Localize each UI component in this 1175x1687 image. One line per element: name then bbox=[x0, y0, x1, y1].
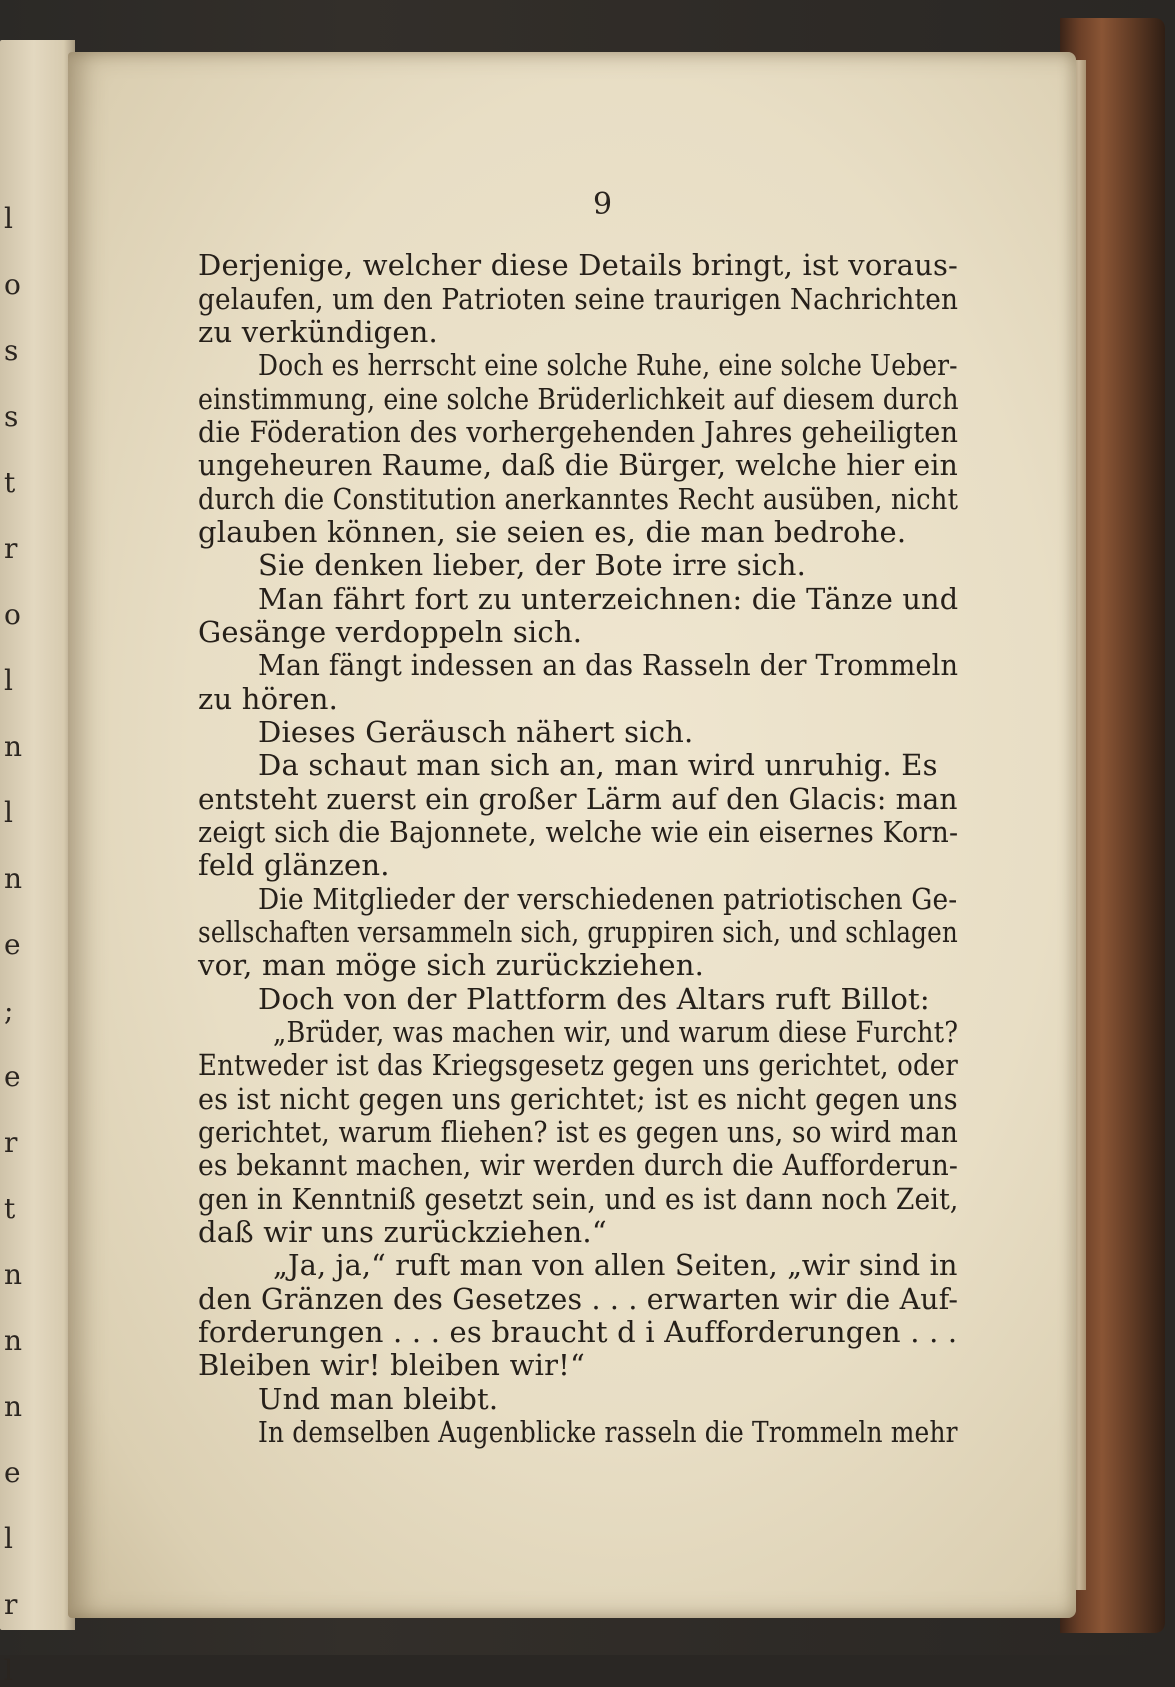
text-line: „Brüder, was machen wir, und warum diese Furcht? bbox=[273, 1015, 959, 1049]
text-line: gen in Kenntniß gesetzt sein, und es ist dann noch Zeit, bbox=[198, 1182, 959, 1216]
left-page-fragment: r bbox=[4, 1588, 18, 1621]
left-page-fragment: r bbox=[4, 1126, 18, 1159]
text-line: Doch von der Plattform des Altars ruft Billot: bbox=[258, 982, 930, 1016]
left-page-fragment: e bbox=[4, 928, 21, 961]
text-line: ungeheuren Raume, daß die Bürger, welche hier ein bbox=[198, 448, 959, 482]
left-page-fragment: l bbox=[4, 1522, 13, 1555]
left-page-fragment: o bbox=[4, 268, 21, 301]
text-line: einstimmung, eine solche Brüderlichkeit auf diesem durch bbox=[198, 382, 959, 416]
text-line: durch die Constitution anerkanntes Recht ausüben, nicht bbox=[198, 482, 959, 516]
text-line: vor, man möge sich zurückziehen. bbox=[198, 948, 704, 982]
text-line: Und man bleibt. bbox=[258, 1382, 499, 1416]
left-page-fragment: s bbox=[4, 334, 19, 367]
text-line: den Gränzen des Gesetzes . . . erwarten wir die Auf- bbox=[198, 1282, 959, 1316]
text-line: forderungen . . . es braucht d i Aufforderungen . . . bbox=[198, 1315, 958, 1349]
text-line: Die Mitglieder der verschiedenen patriotischen Ge- bbox=[258, 882, 958, 916]
left-page-fragment: o bbox=[4, 598, 21, 631]
text-line: Sie denken lieber, der Bote irre sich. bbox=[258, 548, 806, 582]
text-line: glauben können, sie seien es, die man bedrohe. bbox=[198, 515, 907, 549]
left-page-fragment: n bbox=[4, 1390, 23, 1423]
left-page-fragment: r bbox=[4, 532, 18, 565]
book-page bbox=[68, 52, 1076, 1618]
text-line: es bekannt machen, wir werden durch die Aufforderun- bbox=[198, 1148, 959, 1182]
text-line: zu hören. bbox=[198, 682, 339, 716]
text-line: zu verkündigen. bbox=[198, 315, 438, 349]
text-line: daß wir uns zurückziehen.“ bbox=[198, 1215, 607, 1249]
text-line: Entweder ist das Kriegsgesetz gegen uns gerichtet, oder bbox=[198, 1048, 958, 1082]
text-line: entsteht zuerst ein großer Lärm auf den Glacis: man bbox=[198, 782, 958, 816]
text-line: Bleiben wir! bleiben wir!“ bbox=[198, 1348, 586, 1382]
left-page-fragment: e bbox=[4, 1456, 21, 1489]
text-line: die Föderation des vorhergehenden Jahres geheiligten bbox=[198, 415, 959, 449]
left-page-fragment: t bbox=[4, 466, 16, 499]
left-page-fragment: n bbox=[4, 1324, 23, 1357]
text-line: Gesänge verdoppeln sich. bbox=[198, 615, 583, 649]
text-line: „Ja, ja,“ ruft man von allen Seiten, „wir sind in bbox=[273, 1248, 958, 1282]
text-line: Man fängt indessen an das Rasseln der Trommeln bbox=[258, 648, 959, 682]
text-line: zeigt sich die Bajonnete, welche wie ein eisernes Korn- bbox=[198, 815, 959, 849]
left-page-fragment: n bbox=[4, 730, 23, 763]
text-line: es ist nicht gegen uns gerichtet; ist es nicht gegen uns bbox=[198, 1082, 958, 1116]
text-line: feld glänzen. bbox=[198, 848, 390, 882]
page-number: 9 bbox=[593, 187, 613, 222]
left-facing-page bbox=[0, 40, 75, 1687]
text-line: sellschaften versammeln sich, gruppiren sich, und schlagen bbox=[198, 915, 958, 949]
left-page-fragment: n bbox=[4, 1258, 23, 1291]
left-page-fragment: l bbox=[4, 796, 13, 829]
left-page-fragment: e bbox=[4, 1060, 21, 1093]
text-line: Derjenige, welcher diese Details bringt, ist voraus- bbox=[198, 248, 959, 282]
left-page-fragment: n bbox=[4, 862, 23, 895]
left-page-fragment: t bbox=[4, 1192, 16, 1225]
text-line: Doch es herrscht eine solche Ruhe, eine solche Ueber- bbox=[258, 348, 958, 382]
text-line: In demselben Augenblicke rasseln die Trommeln mehr bbox=[258, 1415, 958, 1449]
text-line: Da schaut man sich an, man wird unruhig. Es bbox=[258, 748, 938, 782]
left-page-fragment: l bbox=[4, 202, 13, 235]
left-page-fragment: s bbox=[4, 400, 19, 433]
left-page-fragment: l bbox=[4, 1654, 13, 1687]
text-line: gerichtet, warum fliehen? ist es gegen uns, so wird man bbox=[198, 1115, 958, 1149]
text-line: Dieses Geräusch nähert sich. bbox=[258, 715, 694, 749]
text-line: Man fährt fort zu unterzeichnen: die Tänze und bbox=[258, 582, 959, 616]
left-page-fragment: ; bbox=[4, 994, 14, 1027]
text-line: gelaufen, um den Patrioten seine traurigen Nachrichten bbox=[198, 282, 959, 316]
left-page-fragment: l bbox=[4, 664, 13, 697]
